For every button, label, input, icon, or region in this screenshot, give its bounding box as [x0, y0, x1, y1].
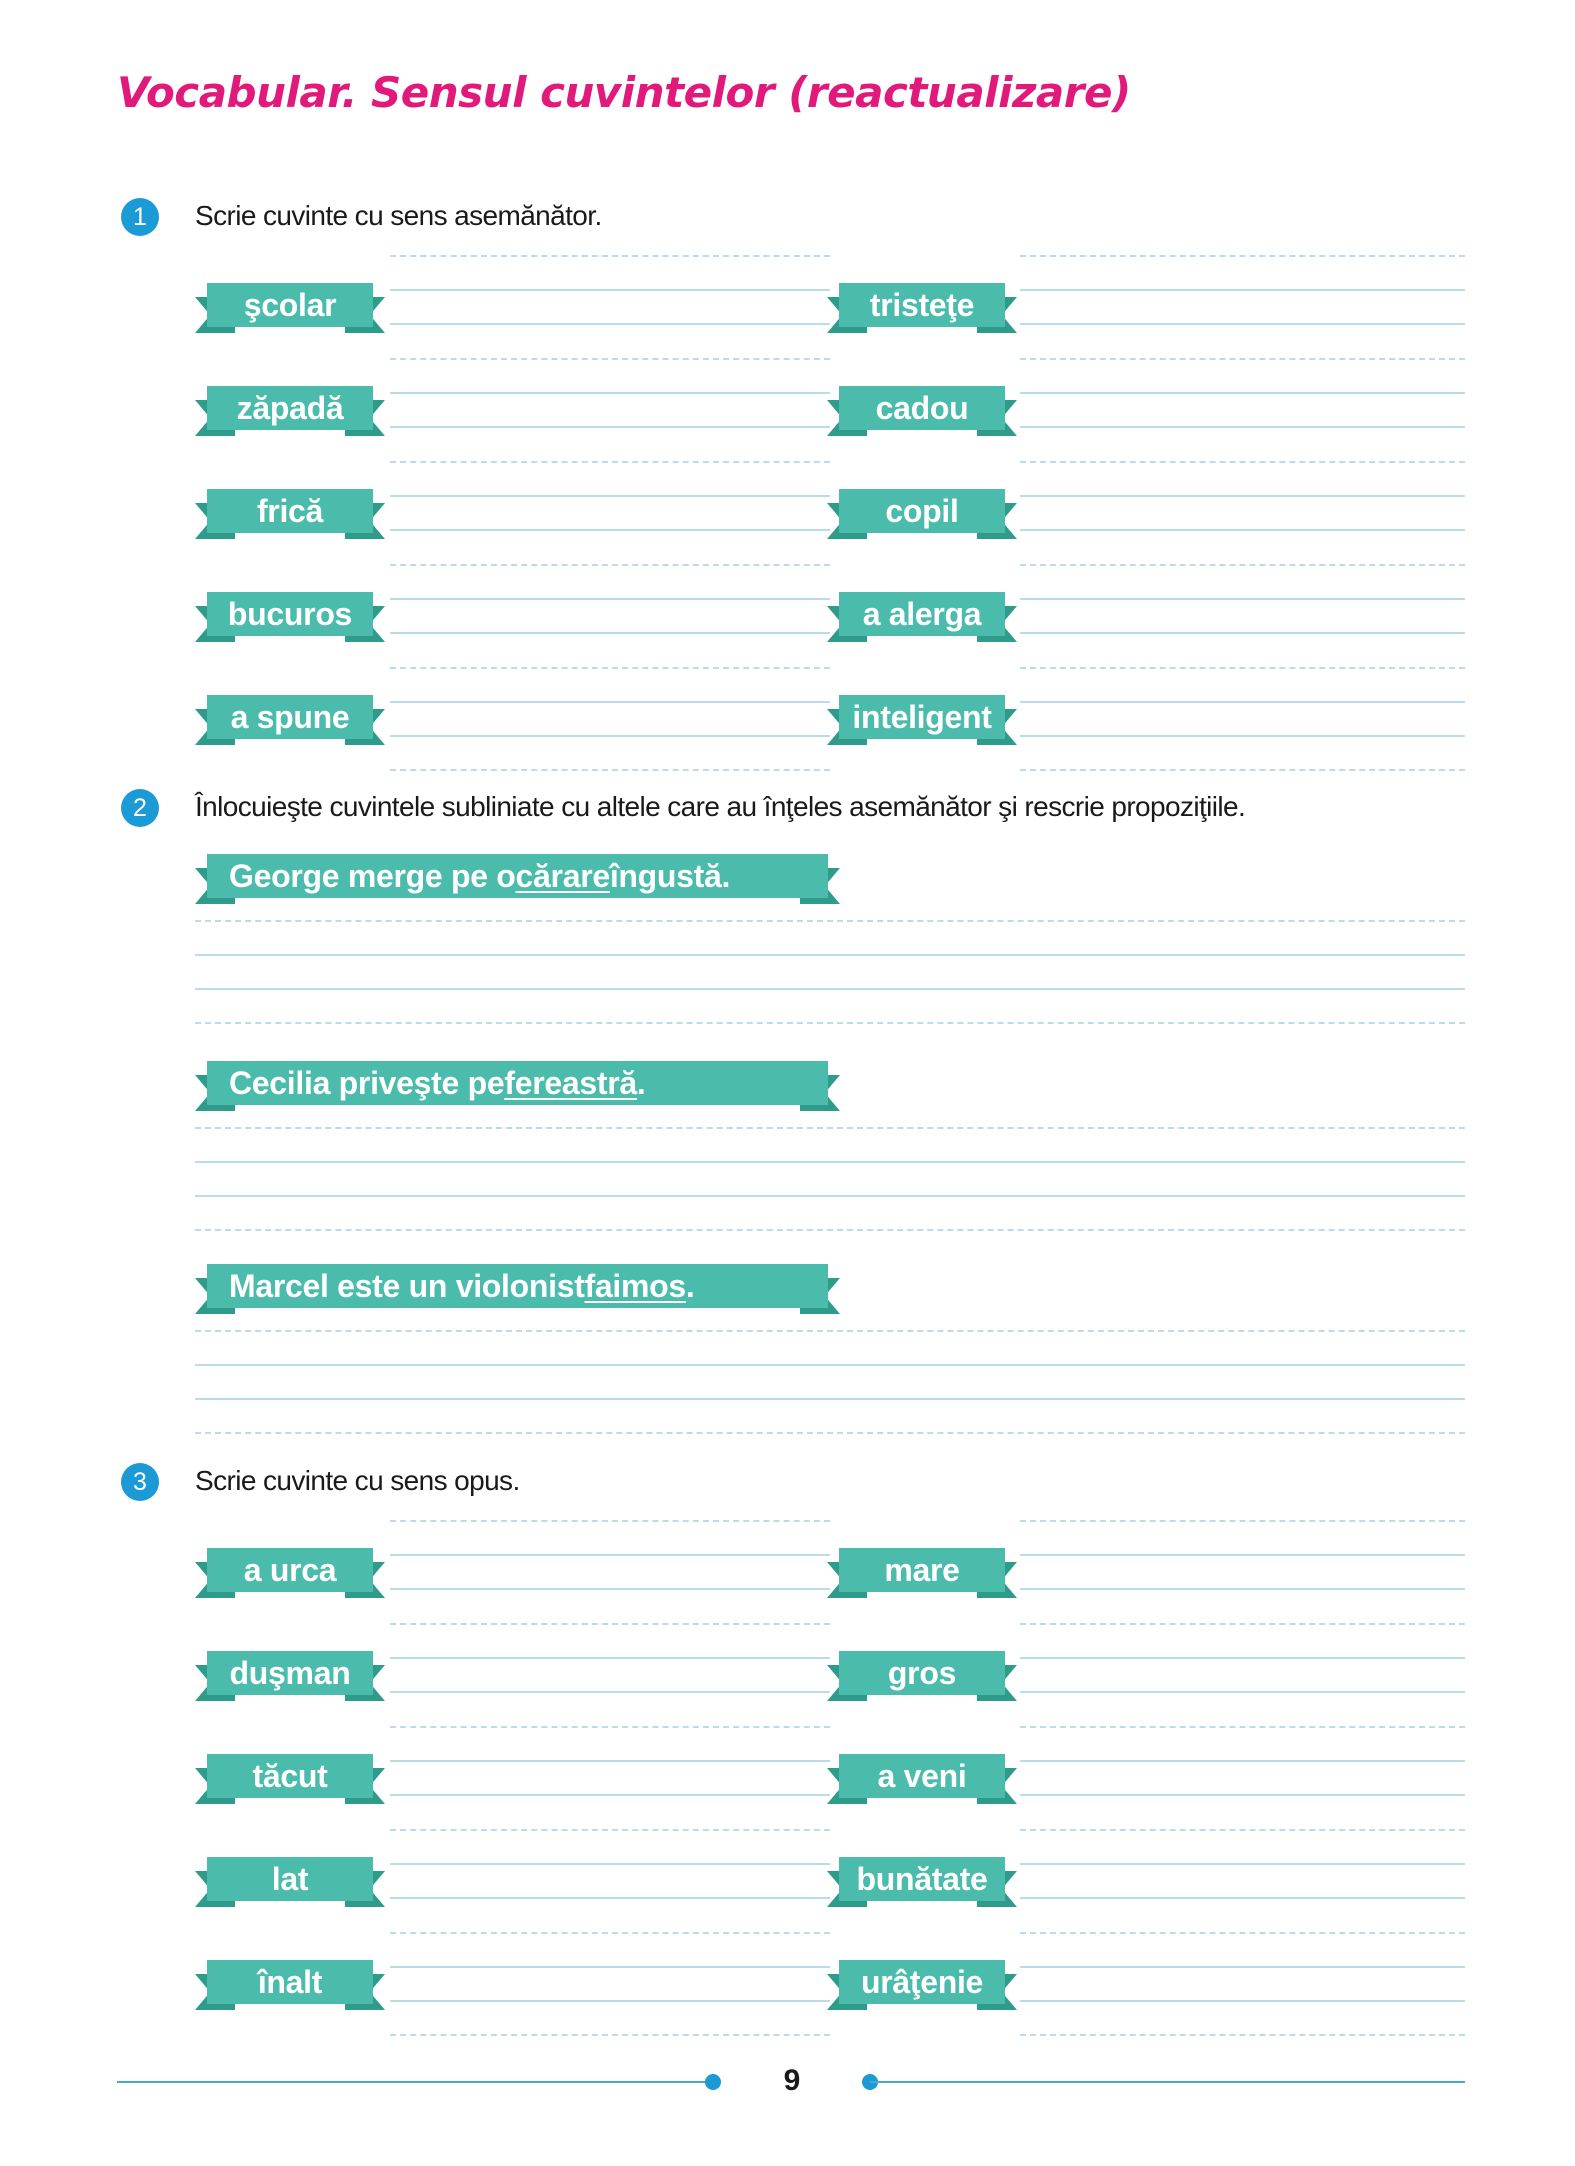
word-label: bunătate [839, 1857, 1005, 1901]
word-ribbon [195, 1954, 385, 2014]
answer-lines[interactable] [390, 461, 830, 571]
sentence-2-after: . [636, 1064, 646, 1101]
answer-lines[interactable] [390, 255, 830, 365]
word-label: şcolar [207, 283, 373, 327]
answer-lines[interactable] [1020, 1520, 1465, 1630]
word-label: înalt [207, 1960, 373, 2004]
word-ribbon [827, 380, 1017, 440]
sentence-ribbon-3 [195, 1258, 840, 1318]
sentence-1-after: îngustă. [609, 857, 731, 894]
word-ribbon [195, 689, 385, 749]
word-label: frică [207, 489, 373, 533]
word-ribbon [195, 1748, 385, 1808]
exercise-2-number: 2 [121, 789, 159, 827]
word-label: bucuros [207, 592, 373, 636]
word-label: duşman [207, 1651, 373, 1695]
word-ribbon [195, 380, 385, 440]
word-label: tăcut [207, 1754, 373, 1798]
sentence-3-after: . [685, 1267, 695, 1304]
word-ribbon [827, 586, 1017, 646]
answer-lines[interactable] [1020, 255, 1465, 365]
word-ribbon [195, 277, 385, 337]
word-ribbon [195, 1645, 385, 1705]
exercise-3-number: 3 [121, 1463, 159, 1501]
sentence-1-underlined-word: cărare [515, 857, 610, 894]
word-ribbon [195, 586, 385, 646]
word-ribbon [195, 483, 385, 543]
word-label: copil [839, 489, 1005, 533]
word-label: tristeţe [839, 283, 1005, 327]
word-label: cadou [839, 386, 1005, 430]
word-label: mare [839, 1548, 1005, 1592]
word-label: a alerga [839, 592, 1005, 636]
answer-lines[interactable] [1020, 461, 1465, 571]
word-ribbon [195, 1851, 385, 1911]
answer-lines[interactable] [390, 1520, 830, 1630]
word-ribbon [827, 1645, 1017, 1705]
word-ribbon [827, 1748, 1017, 1808]
answer-lines[interactable] [390, 1623, 830, 1733]
answer-lines[interactable] [390, 358, 830, 468]
page-number: 9 [783, 2064, 801, 2097]
word-label: inteligent [839, 695, 1005, 739]
word-ribbon [827, 277, 1017, 337]
answer-lines[interactable] [390, 564, 830, 674]
footer-rule-left [117, 2081, 714, 2083]
sentence-ribbon-1 [195, 848, 840, 908]
sentence-2-underlined-word: fereastră [504, 1064, 637, 1101]
exercise-3-instruction: Scrie cuvinte cu sens opus. [195, 1465, 520, 1496]
sentence-2-before: Cecilia priveşte pe [229, 1064, 505, 1101]
word-label: a veni [839, 1754, 1005, 1798]
page-title: Vocabular. Sensul cuvintelor (reactualizare) [117, 68, 1131, 117]
answer-lines[interactable] [1020, 667, 1465, 777]
answer-lines[interactable] [390, 1829, 830, 1939]
exercise-1-instruction: Scrie cuvinte cu sens asemănător. [195, 200, 602, 231]
answer-lines[interactable] [1020, 1829, 1465, 1939]
answer-lines[interactable] [1020, 1623, 1465, 1733]
answer-lines[interactable] [390, 667, 830, 777]
answer-lines[interactable] [390, 1726, 830, 1836]
answer-lines[interactable] [1020, 564, 1465, 674]
sentence-1-before: George merge pe o [229, 857, 516, 894]
word-label: lat [207, 1857, 373, 1901]
word-label: zăpadă [207, 386, 373, 430]
word-label: a spune [207, 695, 373, 739]
word-label: gros [839, 1651, 1005, 1695]
answer-lines[interactable] [1020, 1932, 1465, 2042]
word-ribbon [195, 1542, 385, 1602]
footer-rule-right [870, 2081, 1465, 2083]
word-label: urâţenie [839, 1960, 1005, 2004]
exercise-2-instruction: Înlocuieşte cuvintele subliniate cu altele care au înţeles asemănător şi rescrie propoziţiile. [195, 791, 1246, 822]
word-label: a urca [207, 1548, 373, 1592]
sentence-ribbon-2 [195, 1055, 840, 1115]
footer-dot-left [705, 2074, 721, 2090]
sentence-3-before: Marcel este un violonist [229, 1267, 585, 1304]
answer-lines[interactable] [1020, 1726, 1465, 1836]
exercise-1-number: 1 [121, 198, 159, 236]
sentence-3-underlined-word: faimos [584, 1267, 686, 1304]
word-ribbon [827, 1542, 1017, 1602]
answer-lines-sentence-2[interactable] [195, 1127, 1465, 1237]
answer-lines[interactable] [1020, 358, 1465, 468]
answer-lines-sentence-1[interactable] [195, 920, 1465, 1030]
word-ribbon [827, 689, 1017, 749]
answer-lines[interactable] [390, 1932, 830, 2042]
word-ribbon [827, 1851, 1017, 1911]
answer-lines-sentence-3[interactable] [195, 1330, 1465, 1440]
word-ribbon [827, 1954, 1017, 2014]
word-ribbon [827, 483, 1017, 543]
